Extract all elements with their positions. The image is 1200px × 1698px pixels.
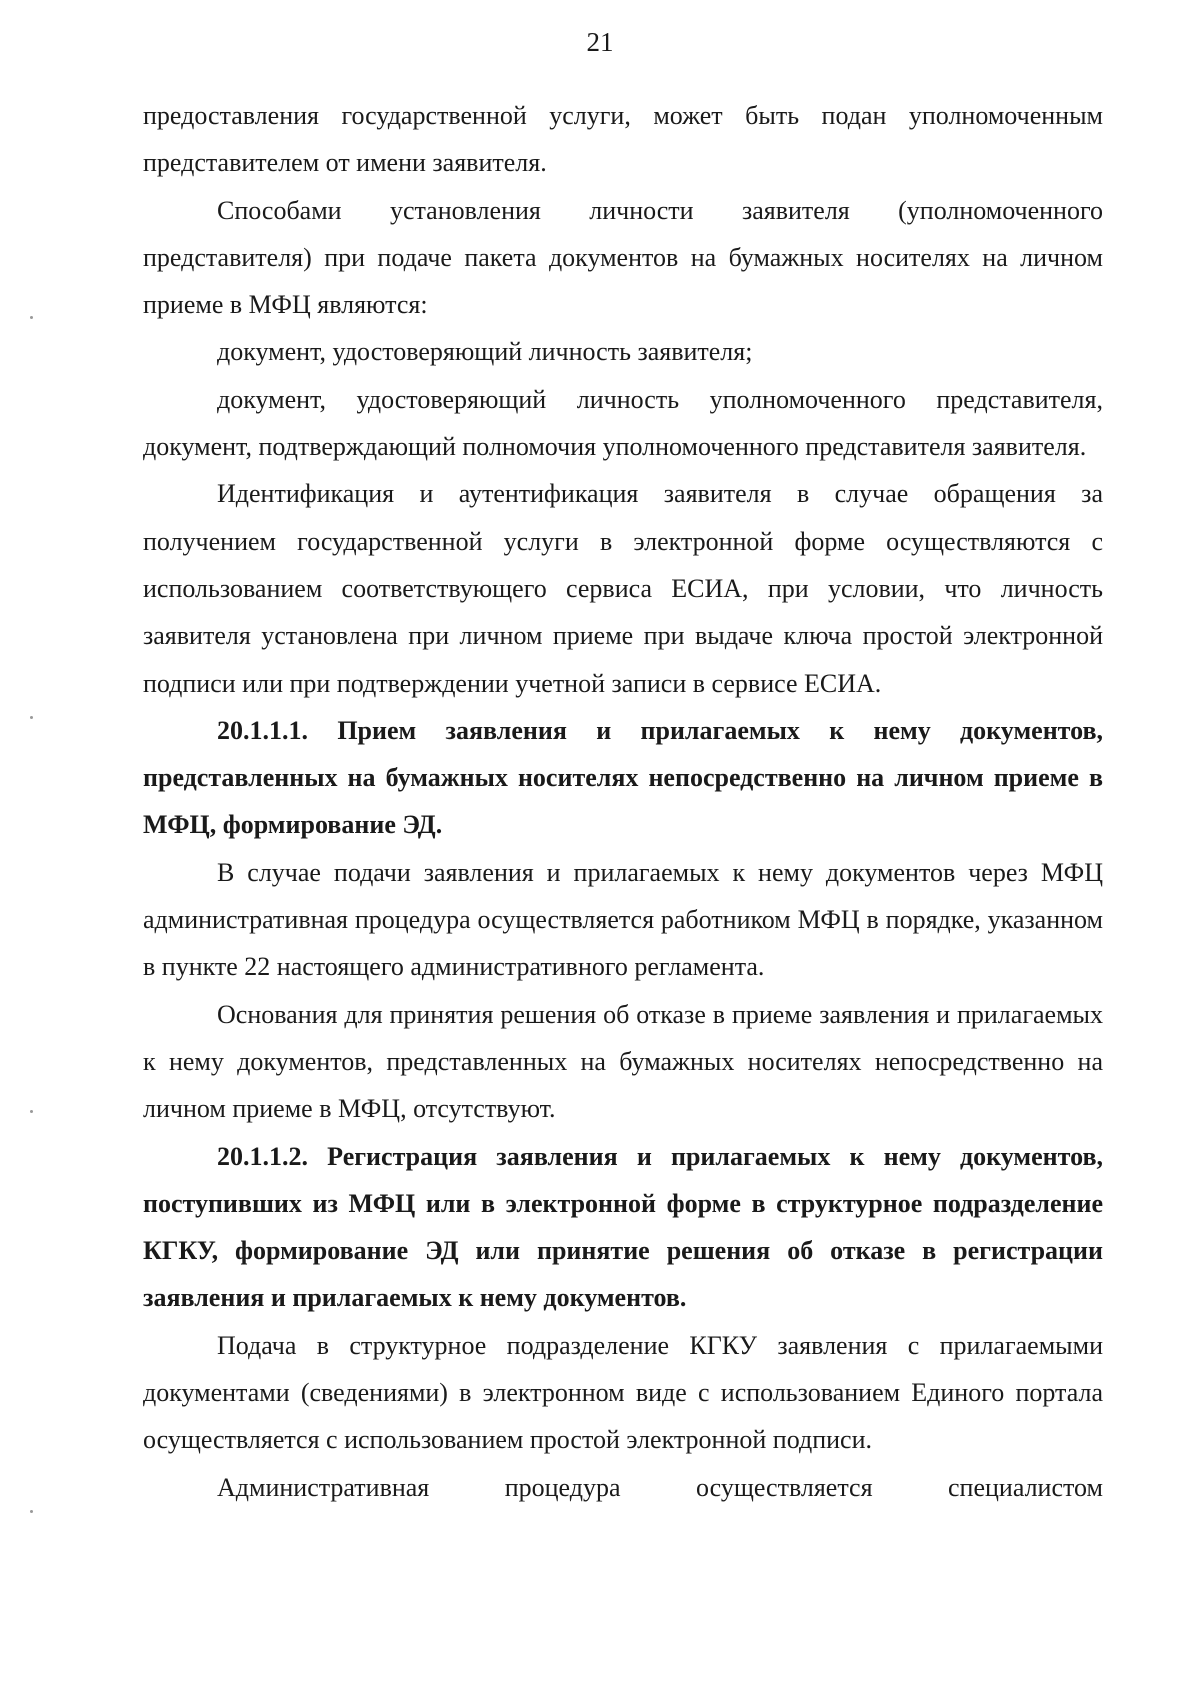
page-number: 21 — [586, 27, 614, 57]
document-body — [143, 92, 1103, 1511]
scan-mark — [30, 1110, 33, 1113]
paragraph: Подача в структурное подразделение КГКУ заявления с прилагаемыми документами (сведениями) в электронном виде с использованием Единого портала осуществляется с использованием простой электронной подписи. — [143, 1330, 1103, 1455]
paragraph: Административная процедура осуществляется специалистом — [217, 1472, 1103, 1502]
scan-mark — [30, 1510, 33, 1513]
paragraph: Основания для принятия решения об отказе в приеме заявления и прилагаемых к нему документов, представленных на бумажных носителях непосредственно на личном приеме в МФЦ, отсутствуют. — [143, 999, 1103, 1124]
list-item: документ, удостоверяющий личность заявителя; — [217, 337, 753, 367]
paragraph: предоставления государственной услуги, может быть подан уполномоченным представителем от имени заявителя. — [143, 101, 1103, 178]
section-heading: 20.1.1.2. Регистрация заявления и прилагаемых к нему документов, поступивших из МФЦ или в электронной форме в структурное подразделение КГКУ, формирование ЭД или принятие решения об отказе в регистрации заявления и прилагаемых к нему документов. — [143, 1141, 1103, 1313]
paragraph: В случае подачи заявления и прилагаемых к нему документов через МФЦ административная процедура осуществляется работником МФЦ в порядке, указанном в пункте 22 настоящего административного регламента. — [143, 857, 1103, 982]
scan-mark — [30, 716, 33, 719]
list-item: документ, удостоверяющий личность уполномоченного представителя, документ, подтверждающий полномочия уполномоченного представителя заявителя. — [143, 384, 1103, 462]
section-heading: 20.1.1.1. Прием заявления и прилагаемых к нему документов, представленных на бумажных носителях непосредственно на личном приеме в МФЦ, формирование ЭД. — [143, 715, 1103, 840]
paragraph: Идентификация и аутентификация заявителя в случае обращения за получением государственной услуги в электронной форме осуществляются с использованием соответствующего сервиса ЕСИА, при условии, что личность заявителя установлена при личном приеме при выдаче ключа простой электронной подписи или при подтверждении учетной записи в сервисе ЕСИА. — [143, 479, 1103, 698]
scan-mark — [30, 316, 33, 319]
paragraph: Способами установления личности заявителя (уполномоченного представителя) при подаче пакета документов на бумажных носителях на личном приеме в МФЦ являются: — [143, 195, 1103, 320]
